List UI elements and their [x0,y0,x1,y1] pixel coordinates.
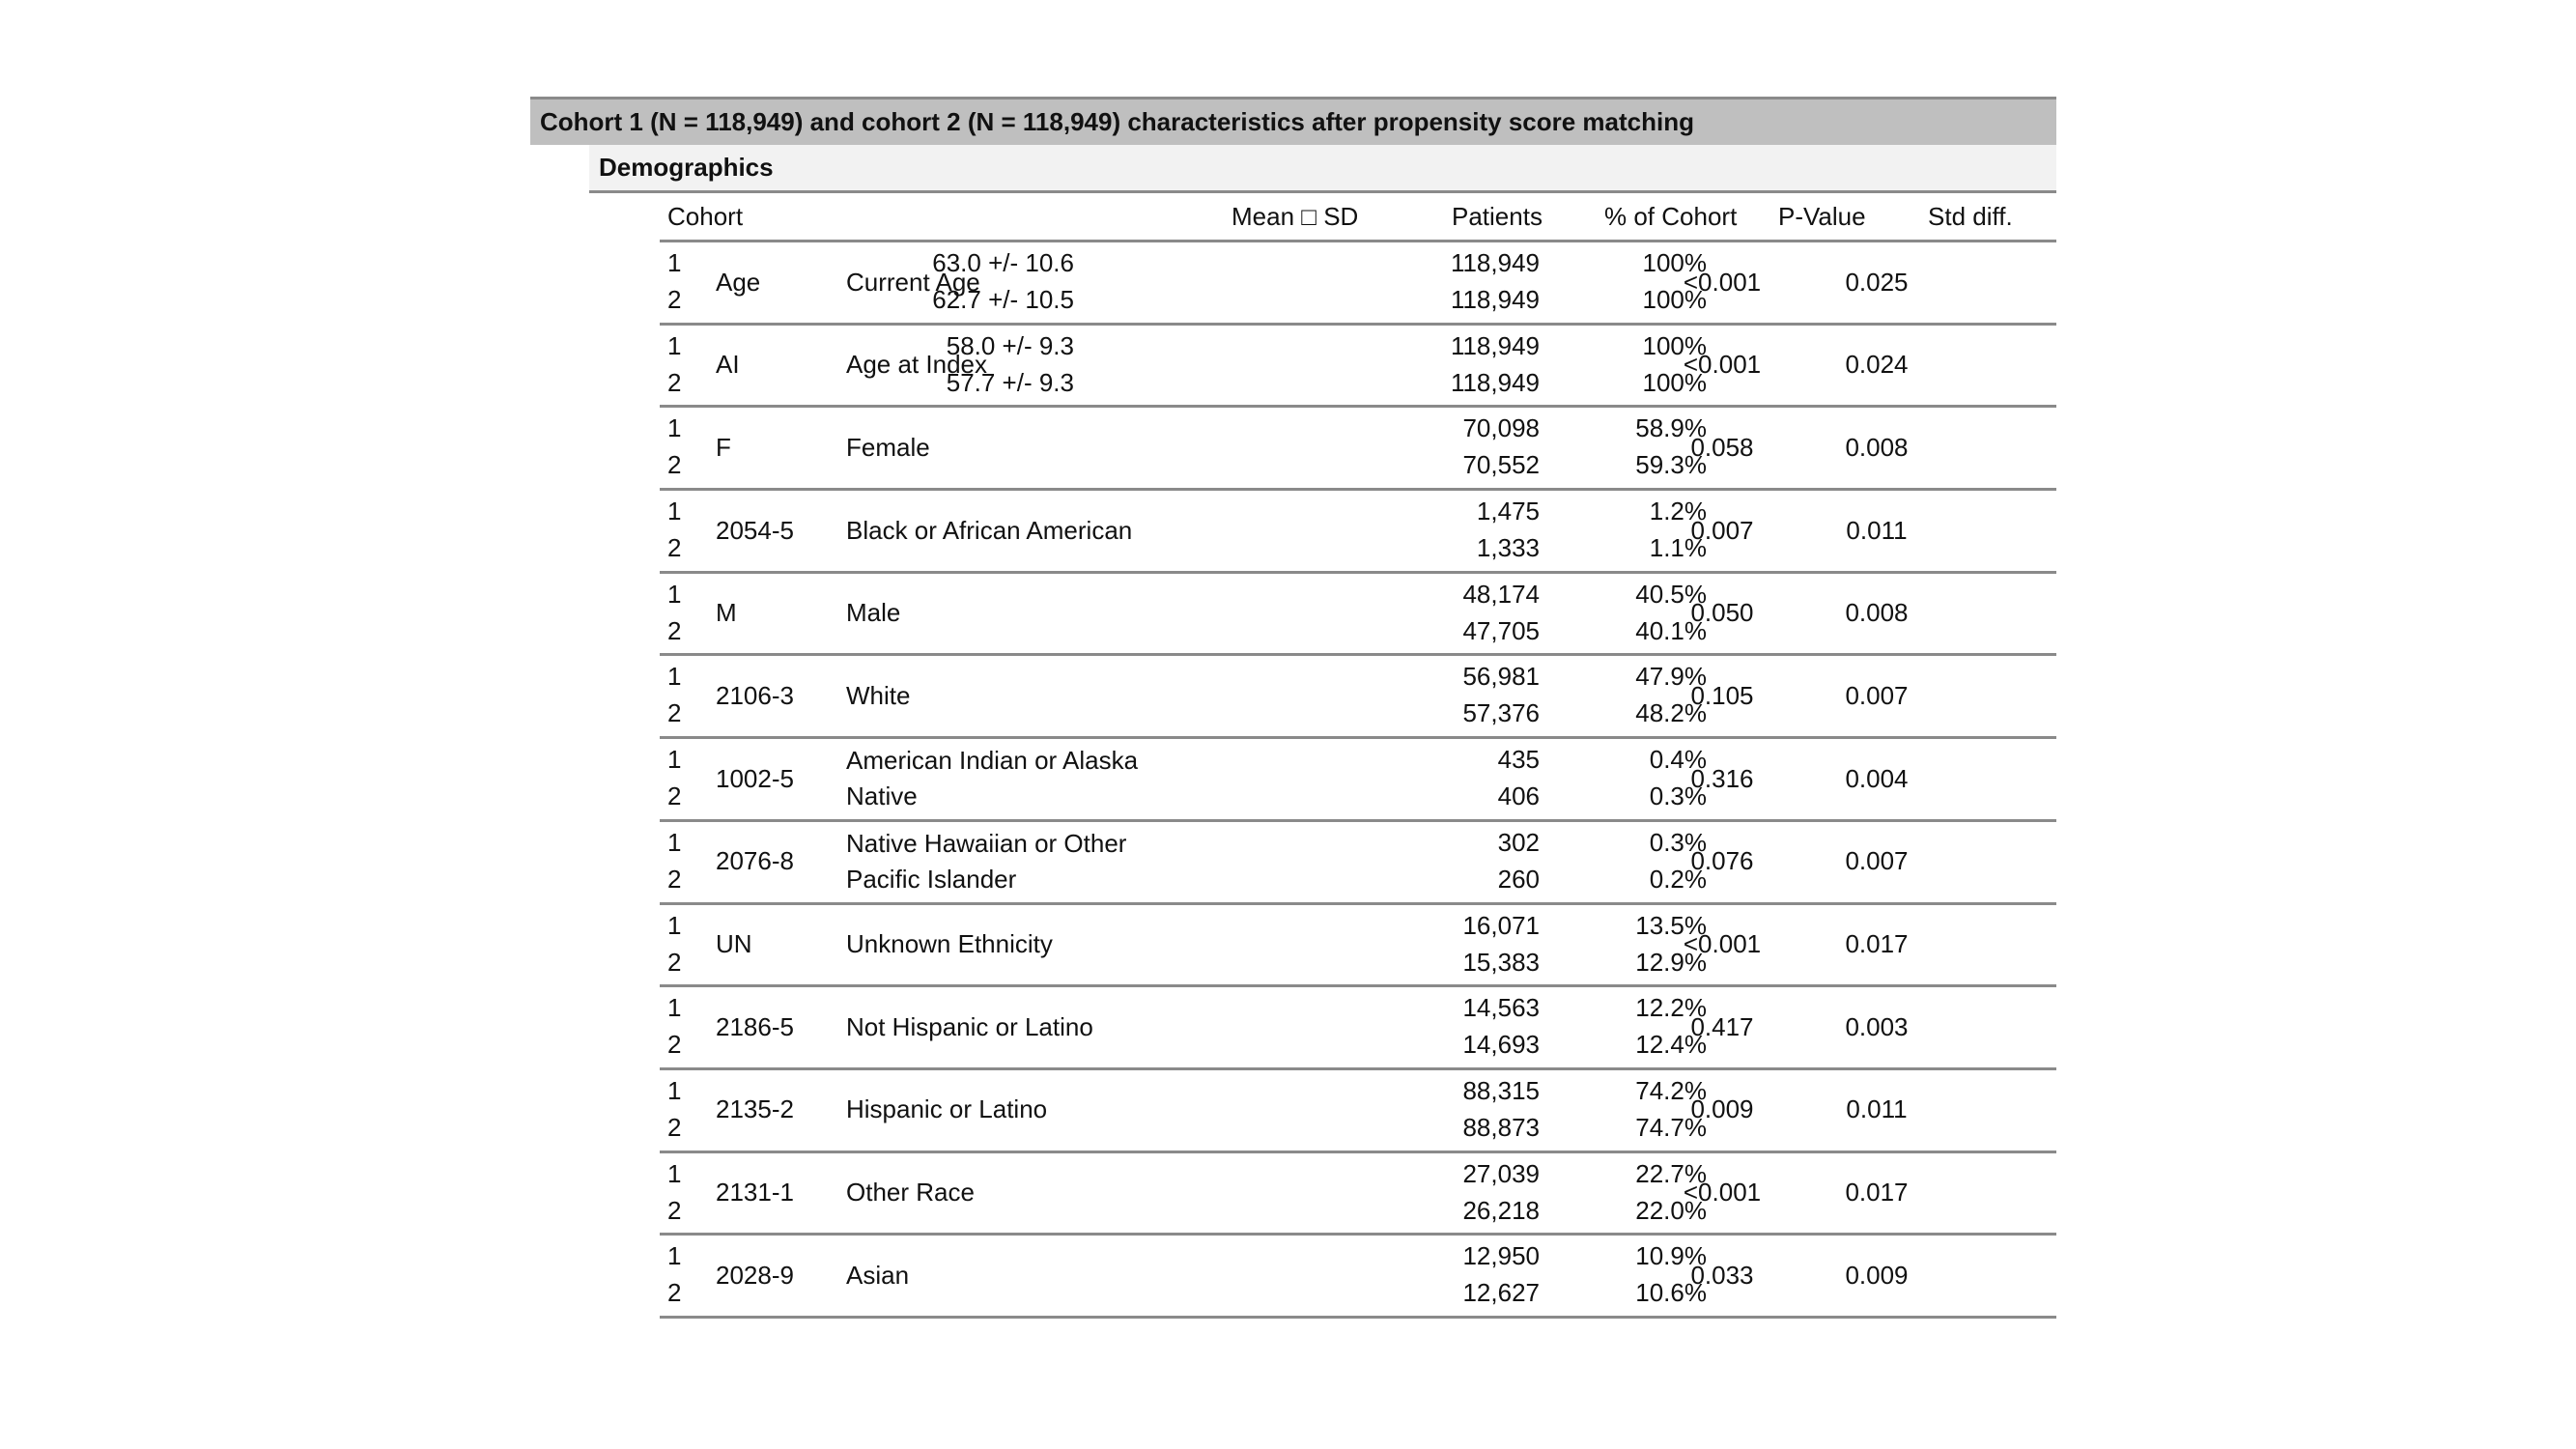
cohort-1-patients: 16,071 [1462,910,1540,940]
row-description-line: Current Age [846,267,980,297]
cohort-1-patients: 88,315 [1462,1075,1540,1105]
table-row [660,491,2056,574]
cohort-2-patients: 406 [1497,781,1540,811]
row-code: 1002-5 [716,763,794,793]
cohort-2-label: 2 [667,450,682,480]
cohort-2-mean-sd: 57.7 +/- 9.3 [946,367,1074,397]
row-code: 2028-9 [716,1260,794,1290]
cohort-1-percent: 10.9% [1635,1241,1707,1271]
cohort-2-label: 2 [667,533,682,563]
std-diff: 0.011 [1846,515,1908,545]
cohort-1-percent: 1.2% [1649,497,1707,526]
cohort-2-label: 2 [667,615,682,645]
cohort-2-label: 2 [667,285,682,314]
std-diff: 0.007 [1845,846,1909,876]
std-diff: 0.008 [1845,598,1909,628]
cohort-1-patients: 27,039 [1462,1158,1540,1188]
std-diff: 0.017 [1845,929,1909,958]
std-diff: 0.025 [1845,267,1909,297]
cohort-1-percent: 47.9% [1635,662,1707,692]
header-mean-sd: Mean □ SD [1231,202,1359,231]
cohort-1-patients: 12,950 [1462,1241,1540,1271]
cohort-2-label: 2 [667,864,682,894]
cohort-1-label: 1 [667,993,682,1023]
cohort-2-patients: 1,333 [1476,533,1540,563]
cohort-1-patients: 435 [1497,745,1540,775]
std-diff: 0.011 [1846,1094,1908,1124]
p-value: <0.001 [1683,929,1762,958]
table-row [660,408,2056,491]
cohort-2-percent: 48.2% [1635,698,1707,728]
cohort-2-patients: 15,383 [1462,947,1540,977]
row-description-line: Male [846,598,901,628]
cohort-1-patients: 118,949 [1450,248,1540,277]
cohort-2-percent: 0.3% [1649,781,1707,811]
std-diff: 0.007 [1845,680,1909,710]
cohort-1-mean-sd: 58.0 +/- 9.3 [946,330,1074,360]
table-row [660,1070,2056,1153]
cohort-1-patients: 118,949 [1450,330,1540,360]
row-code: Age [716,267,761,297]
row-description-line: Native Hawaiian or Other [846,828,1127,858]
cohort-2-percent: 74.7% [1635,1112,1707,1142]
cohort-1-percent: 40.5% [1635,579,1707,609]
cohort-1-label: 1 [667,248,682,277]
cohort-1-label: 1 [667,827,682,857]
cohort-1-label: 1 [667,910,682,940]
cohort-2-label: 2 [667,781,682,811]
row-code: M [716,598,737,628]
row-description [846,491,1175,570]
table-row [660,1236,2056,1319]
row-code: 2054-5 [716,515,794,545]
row-description-line: American Indian or Alaska [846,746,1139,776]
header-patients: Patients [1452,202,1543,231]
cohort-2-label: 2 [667,367,682,397]
cohort-2-percent: 22.0% [1635,1195,1707,1225]
cohort-1-patients: 302 [1497,827,1540,857]
table-title: Cohort 1 (N = 118,949) and cohort 2 (N = 118,949) characteristics after propensity score matching [540,107,1694,136]
table-row [660,987,2056,1070]
p-value: 0.007 [1690,515,1754,545]
p-value: 0.050 [1690,598,1754,628]
cohort-2-percent: 1.1% [1649,533,1707,563]
row-description [846,656,1175,735]
cohort-2-mean-sd: 62.7 +/- 10.5 [932,285,1074,314]
cohort-1-percent: 100% [1642,248,1707,277]
p-value: 0.076 [1690,846,1754,876]
cohort-2-patients: 14,693 [1462,1030,1540,1060]
row-description [846,408,1175,487]
cohort-1-percent: 0.4% [1649,745,1707,775]
cohort-1-label: 1 [667,1075,682,1105]
row-description-line: Black or African American [846,515,1133,545]
std-diff: 0.009 [1845,1260,1909,1290]
cohort-1-percent: 12.2% [1635,993,1707,1023]
table-row [660,905,2056,988]
cohort-2-patients: 260 [1497,864,1540,894]
row-description [846,574,1175,653]
row-description-line: Not Hispanic or Latino [846,1011,1093,1041]
cohort-1-patients: 56,981 [1462,662,1540,692]
cohort-1-percent: 100% [1642,330,1707,360]
row-code: 2135-2 [716,1094,794,1124]
header-std-diff: Std diff. [1928,202,2013,231]
row-description-line: Other Race [846,1178,975,1208]
row-code: UN [716,929,752,958]
table-row [660,739,2056,822]
cohort-2-percent: 0.2% [1649,864,1707,894]
cohort-1-label: 1 [667,662,682,692]
header-cohort: Cohort [667,202,744,231]
p-value: 0.316 [1690,763,1754,793]
cohort-1-mean-sd: 63.0 +/- 10.6 [932,248,1074,277]
cohort-2-patients: 26,218 [1462,1195,1540,1225]
row-description [846,739,1175,818]
cohort-2-patients: 12,627 [1462,1278,1540,1308]
std-diff: 0.003 [1845,1011,1909,1041]
row-description [846,1153,1175,1233]
cohort-1-label: 1 [667,330,682,360]
row-description-line: Pacific Islander [846,864,1017,894]
cohort-1-patients: 70,098 [1462,413,1540,443]
row-description [846,905,1175,984]
std-diff: 0.024 [1845,350,1909,380]
row-description-line: Female [846,432,930,462]
cohort-1-label: 1 [667,1158,682,1188]
row-description-line: Hispanic or Latino [846,1094,1048,1124]
cohort-1-label: 1 [667,745,682,775]
cohort-2-percent: 12.9% [1635,947,1707,977]
cohort-1-patients: 1,475 [1476,497,1540,526]
std-diff: 0.017 [1845,1178,1909,1208]
row-description-line: White [846,680,911,710]
header-percent-of-cohort: % of Cohort [1604,202,1738,231]
p-value: 0.058 [1690,432,1754,462]
row-description [846,1070,1175,1150]
table-row [660,656,2056,739]
table-row [660,574,2056,657]
cohort-2-percent: 40.1% [1635,615,1707,645]
p-value: <0.001 [1683,350,1762,380]
cohort-1-percent: 74.2% [1635,1075,1707,1105]
table-title-bar [530,97,2056,145]
cohort-1-percent: 13.5% [1635,910,1707,940]
row-description [846,1236,1175,1315]
cohort-1-patients: 14,563 [1462,993,1540,1023]
table-row [660,326,2056,409]
row-code: AI [716,350,740,380]
table-row [660,1153,2056,1236]
table-header-row [660,193,2056,242]
cohort-2-percent: 12.4% [1635,1030,1707,1060]
cohort-1-label: 1 [667,413,682,443]
cohort-1-label: 1 [667,1241,682,1271]
std-diff: 0.004 [1845,763,1909,793]
cohort-2-patients: 57,376 [1462,698,1540,728]
row-code: 2186-5 [716,1011,794,1041]
table-row [660,822,2056,905]
section-title: Demographics [599,153,774,182]
cohort-2-patients: 118,949 [1450,367,1540,397]
p-value: 0.033 [1690,1260,1754,1290]
p-value: 0.009 [1690,1094,1754,1124]
row-description-line: Unknown Ethnicity [846,929,1053,958]
cohort-2-label: 2 [667,1030,682,1060]
cohort-2-percent: 10.6% [1635,1278,1707,1308]
row-code: F [716,432,731,462]
cohort-1-label: 1 [667,497,682,526]
cohort-1-percent: 0.3% [1649,827,1707,857]
section-header [589,145,2056,193]
p-value: <0.001 [1683,1178,1762,1208]
demographics-table [660,193,2056,1319]
cohort-1-percent: 22.7% [1635,1158,1707,1188]
cohort-2-patients: 47,705 [1462,615,1540,645]
cohort-2-label: 2 [667,1278,682,1308]
table-row [660,242,2056,326]
row-description-line: Age at Index [846,350,987,380]
p-value: <0.001 [1683,267,1762,297]
row-code: 2106-3 [716,680,794,710]
cohort-2-label: 2 [667,1195,682,1225]
cohort-2-patients: 70,552 [1462,450,1540,480]
cohort-2-patients: 118,949 [1450,285,1540,314]
cohort-1-percent: 58.9% [1635,413,1707,443]
row-code: 2131-1 [716,1178,794,1208]
cohort-2-label: 2 [667,698,682,728]
cohort-2-percent: 100% [1642,367,1707,397]
std-diff: 0.008 [1845,432,1909,462]
header-p-value: P-Value [1778,202,1866,231]
row-description-line: Native [846,781,918,811]
p-value: 0.105 [1690,680,1754,710]
cohort-2-label: 2 [667,947,682,977]
cohort-1-patients: 48,174 [1462,579,1540,609]
cohort-2-patients: 88,873 [1462,1112,1540,1142]
table-body [660,242,2056,1319]
p-value: 0.417 [1690,1011,1754,1041]
row-code: 2076-8 [716,846,794,876]
cohort-2-percent: 100% [1642,285,1707,314]
row-description [846,987,1175,1066]
row-description [846,822,1175,901]
row-description-line: Asian [846,1260,910,1290]
cohort-1-label: 1 [667,579,682,609]
cohort-2-percent: 59.3% [1635,450,1707,480]
cohort-2-label: 2 [667,1112,682,1142]
